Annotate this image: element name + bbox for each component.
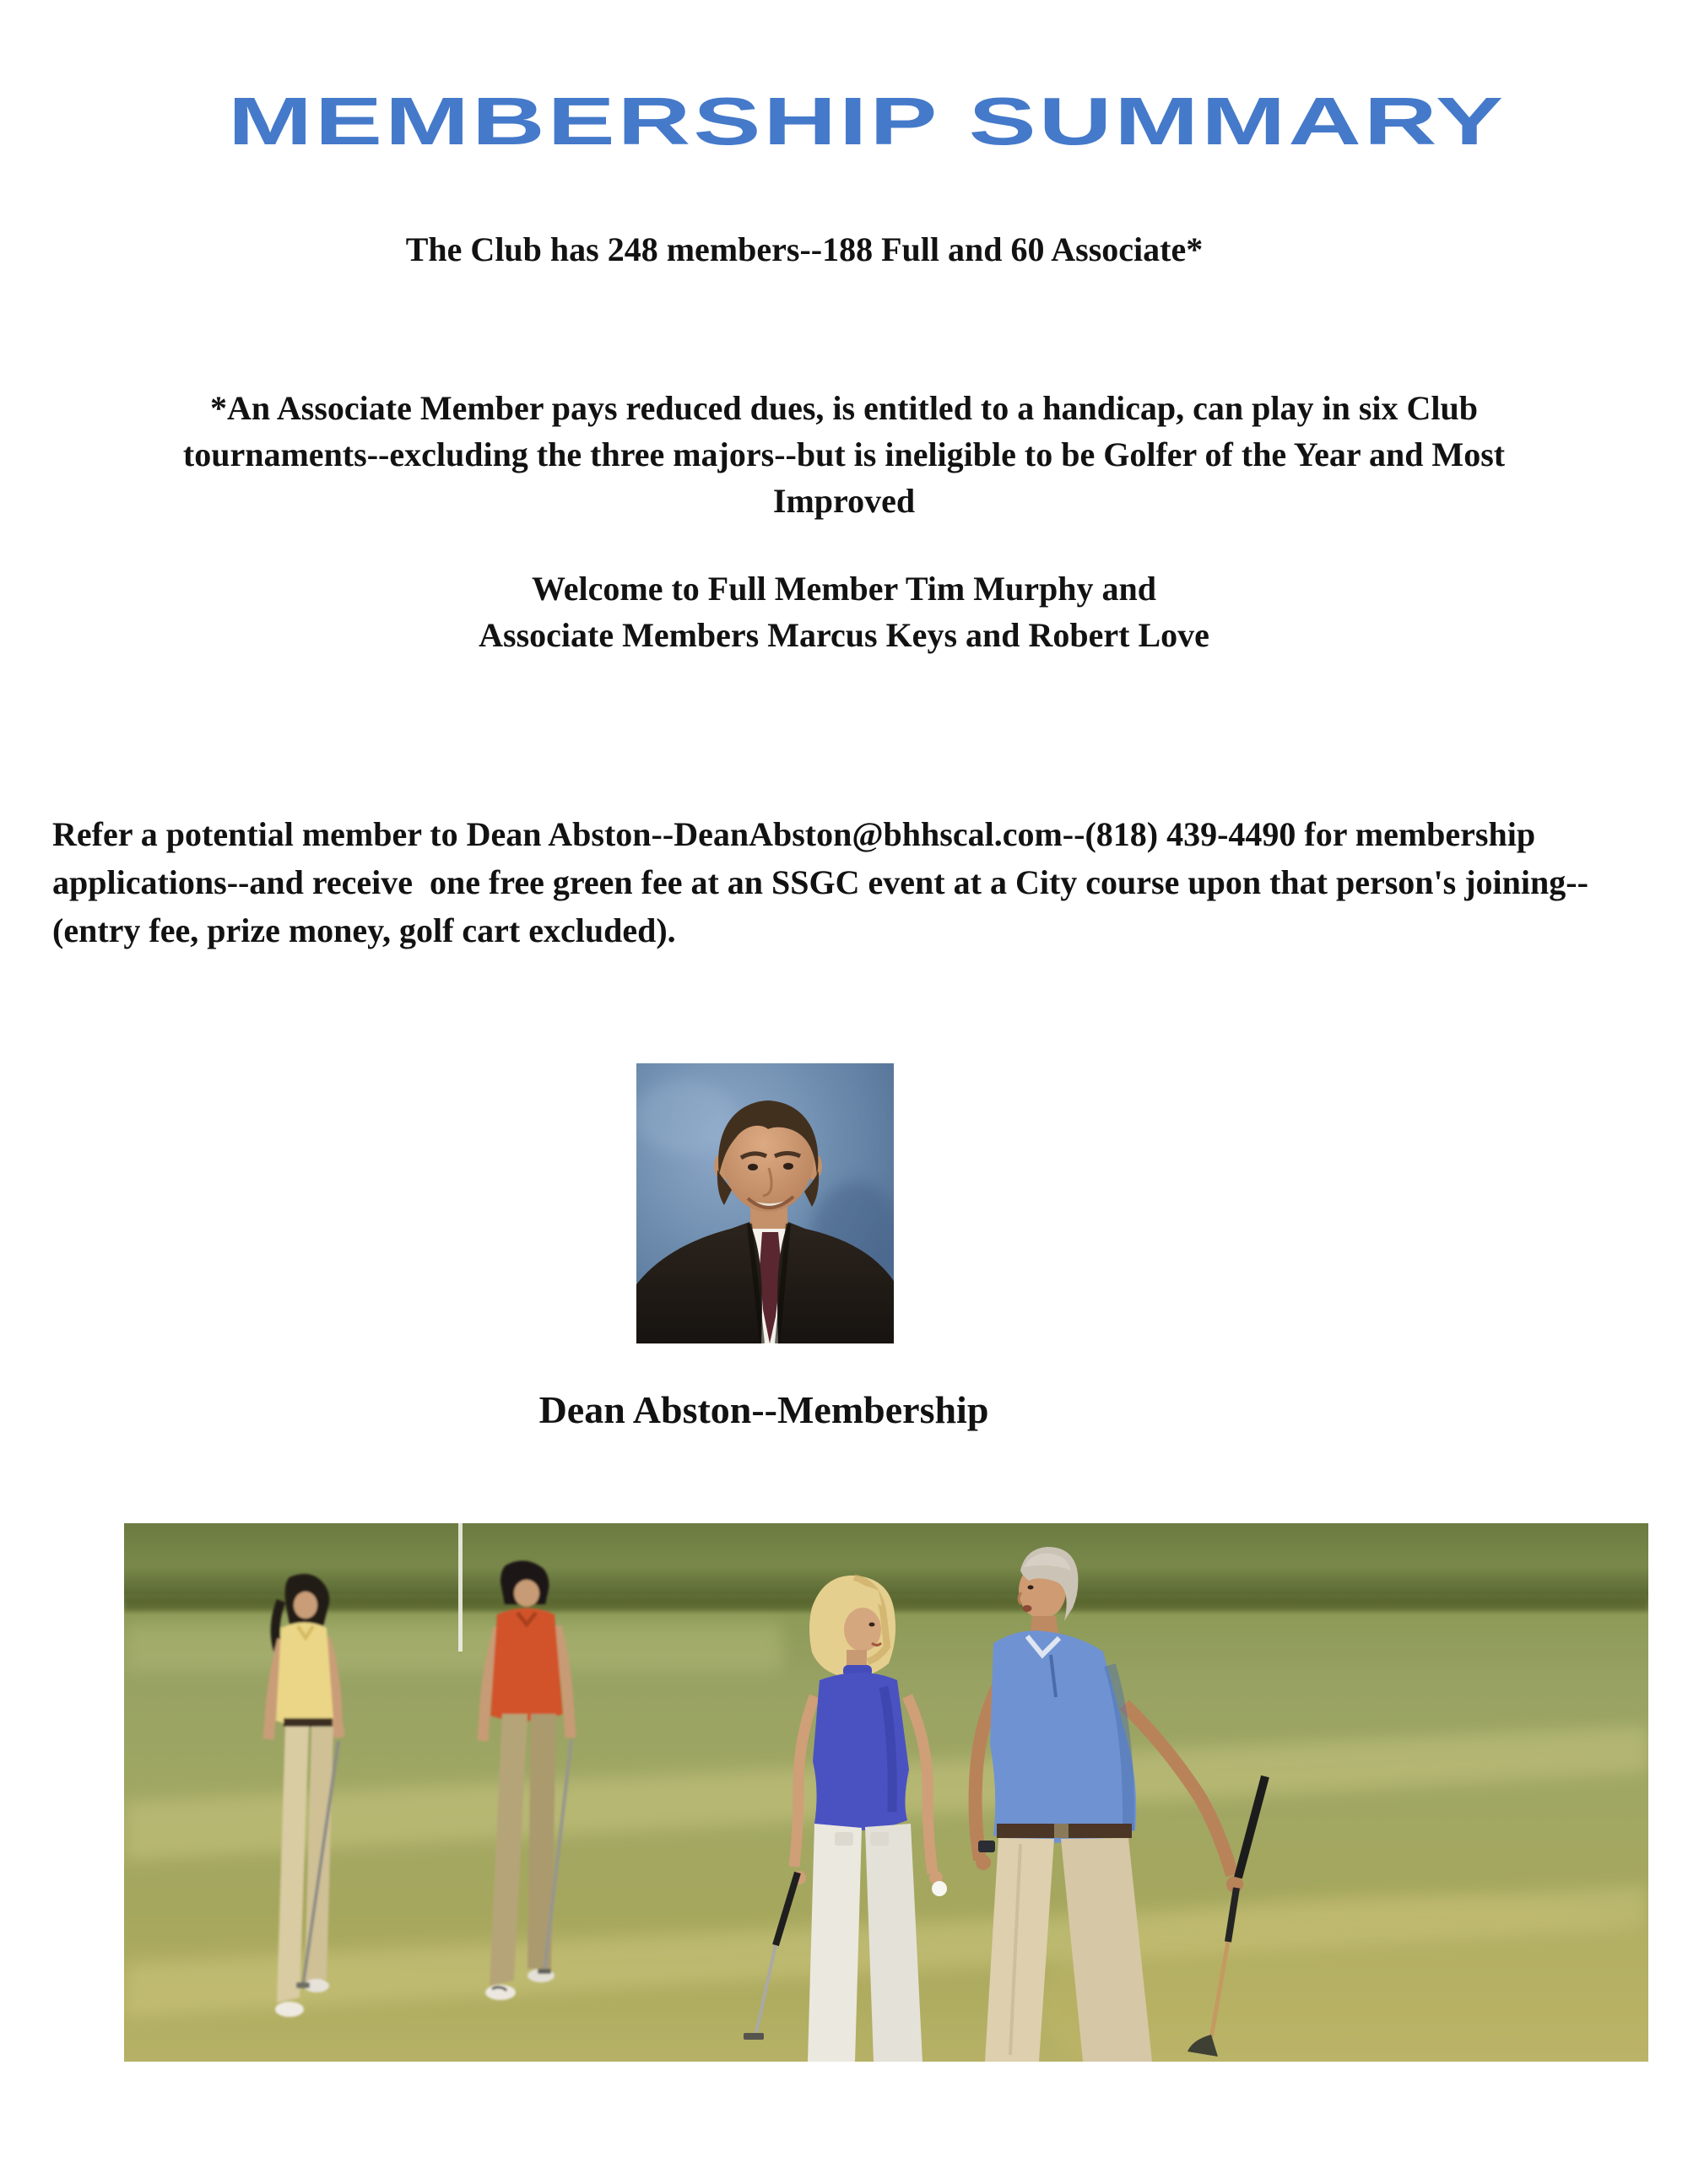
welcome-line-1: Welcome to Full Member Tim Murphy and: [532, 570, 1156, 608]
dean-abston-portrait-illustration: [636, 1063, 894, 1343]
associate-note-line-2: tournaments--excluding the three majors--but is ineligible to be Golfer of the Year and Most: [182, 435, 1506, 473]
eye-right: [783, 1163, 793, 1170]
wristwatch: [978, 1841, 995, 1852]
membership-count-line: The Club has 248 members--188 Full and 60 Associate*: [405, 230, 1204, 268]
club-head: [538, 1969, 551, 1974]
green-light-band: [124, 1623, 782, 1672]
flag-pole: [458, 1523, 463, 1652]
face: [514, 1580, 539, 1607]
referral-line-3: (entry fee, prize money, golf cart excluded).: [52, 911, 676, 949]
golfers-scene-illustration: [124, 1523, 1648, 2062]
page-title: MEMBERSHIP SUMMARY: [228, 84, 1507, 159]
hand-left: [976, 1855, 991, 1870]
associate-note-paragraph: [52, 385, 1636, 524]
belt-buckle: [1054, 1824, 1069, 1838]
referral-paragraph: [52, 810, 1636, 954]
referral-line-1: Refer a potential member to Dean Abston--DeanAbston@bhhscal.com--(818) 439-4490 for membership: [52, 815, 1536, 853]
portrait-caption: Dean Abston--Membership: [538, 1388, 989, 1431]
club-head: [296, 1982, 310, 1988]
welcome-line-2: Associate Members Marcus Keys and Robert Love: [479, 616, 1209, 654]
welcome-paragraph: [52, 565, 1636, 658]
shoe-left: [275, 2002, 304, 2017]
eye: [869, 1623, 875, 1627]
pocket-flap-left: [835, 1832, 853, 1846]
eye-left: [748, 1164, 758, 1170]
referral-line-2: applications--and receive one free green fee at an SSGC event at a City course upon that person's joining--: [52, 863, 1588, 901]
face: [294, 1592, 317, 1619]
white-pant-leg-left: [808, 1824, 862, 2062]
associate-note-line-3: Improved: [772, 482, 916, 520]
dean-abston-photo: [636, 1063, 894, 1343]
associate-note-line-1: *An Associate Member pays reduced dues, is entitled to a handicap, can play in six Club: [209, 389, 1478, 427]
belt: [284, 1718, 333, 1727]
pocket-flap-right: [870, 1832, 889, 1846]
putter-head: [744, 2033, 764, 2040]
eye: [1028, 1586, 1034, 1590]
golf-course-photo: [124, 1523, 1648, 2062]
mouth-talking: [1023, 1605, 1032, 1612]
golf-ball: [932, 1881, 947, 1896]
